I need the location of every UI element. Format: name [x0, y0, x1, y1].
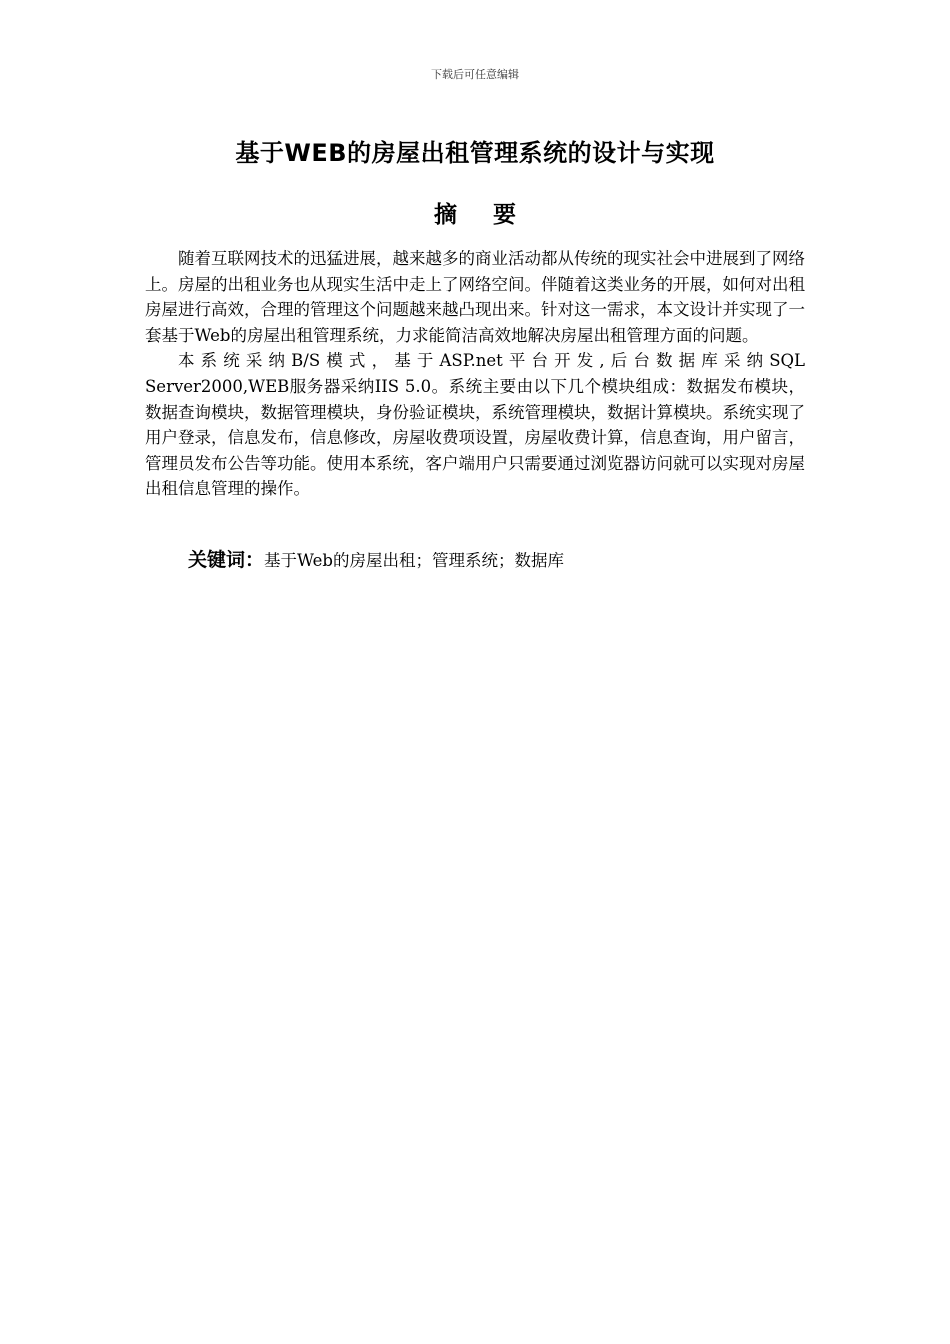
keywords-text: 基于Web的房屋出租；管理系统；数据库 [264, 551, 564, 570]
abstract-heading: 摘要 [434, 202, 552, 228]
abstract-paragraph: 随着互联网技术的迅猛进展，越来越多的商业活动都从传统的现实社会中进展到了网络上。房屋的出租业务也从现实生活中走上了网络空间。伴随着这类业务的开展，如何对出租房屋进行高效，合理的管理这个问题越来越凸现出来。针对这一需求，本文设计并实现了一套基于Web的房屋出租管理系统，力求能简洁高效地解决房屋出租管理方面的问题。 [145, 249, 805, 345]
document-title: 基于WEB的房屋出租管理系统的设计与实现 [235, 139, 715, 167]
abstract-paragraph: 本系统采纳B/S模式，基于ASP.net平台开发,后台数据库采纳SQL Server2000,WEB服务器采纳IIS 5.0。系统主要由以下几个模块组成：数据发布模块，数据查询模块，数据管理模块，身份验证模块，系统管理模块，数据计算模块。系统实现了用户登录，信息发布，信息修改，房屋收费项设置，房屋收费计算，信息查询，用户留言，管理员发布公告等功能。使用本系统，客户端用户只需要通过浏览器访问就可以实现对房屋出租信息管理的操作。 [145, 351, 805, 499]
keywords-label: 关键词： [188, 549, 265, 571]
header-note: 下载后可任意编辑 [431, 68, 519, 81]
abstract-body [145, 246, 805, 502]
keywords-line [188, 547, 808, 574]
